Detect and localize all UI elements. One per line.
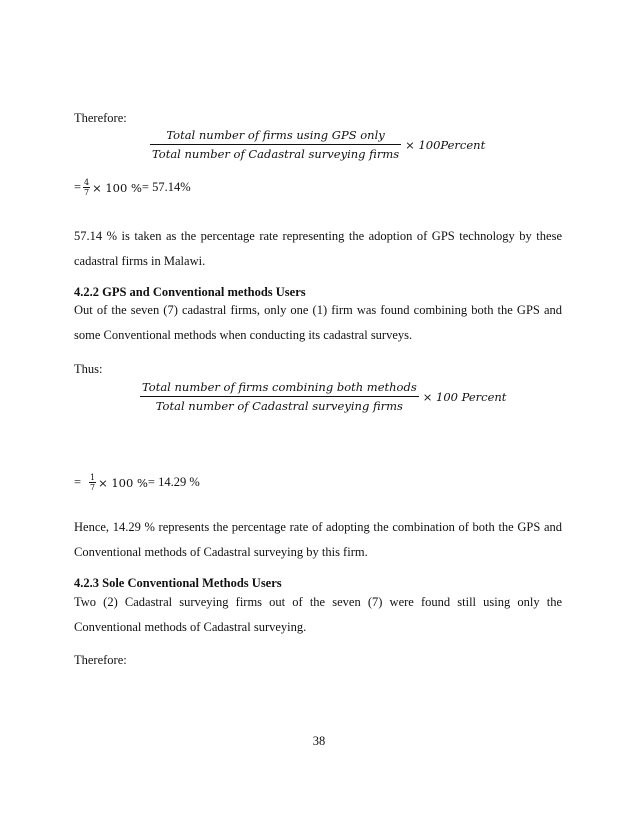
small-fraction-numerator: 4	[84, 178, 90, 187]
thus-label: Thus:	[74, 362, 103, 376]
small-fraction-numerator: 1	[90, 473, 96, 482]
fraction-numerator: Total number of firms using GPS only	[166, 128, 385, 142]
fraction-denominator: Total number of Cadastral surveying firms	[155, 399, 403, 413]
result-line-1	[74, 178, 191, 197]
result-value: = 14.29 %	[147, 475, 200, 489]
therefore-label-1: Therefore:	[74, 111, 127, 125]
formula-multiplier: × 100Percent	[405, 137, 486, 152]
fraction-denominator: Total number of Cadastral surveying firms	[152, 147, 400, 161]
fraction-combined	[140, 380, 419, 413]
small-fraction-denominator: 7	[84, 188, 90, 197]
paragraph-combined-methods: Out of the seven (7) cadastral firms, only one (1) firm was found combining both the GPS and some Conventional methods when conducting its cadastral surveys.	[74, 303, 562, 342]
section-heading-4-2-3: 4.2.3 Sole Conventional Methods Users	[74, 576, 282, 590]
equals-sign: =	[74, 475, 82, 489]
paragraph-combined-rate: Hence, 14.29 % represents the percentage rate of adopting the combination of both the GPS and Conventional methods of Cadastral surveying by this firm.	[74, 520, 562, 559]
formula-multiplier: × 100 Percent	[422, 389, 507, 404]
fraction-gps-only	[150, 128, 401, 161]
page-number: 38	[312, 734, 326, 748]
paragraph-sole-conventional: Two (2) Cadastral surveying firms out of the seven (7) were found still using only the Conventional methods of Cadastral surveying.	[74, 595, 562, 634]
small-fraction-1-7	[89, 473, 96, 492]
small-fraction-4-7	[83, 178, 90, 197]
result-value: = 57.14%	[141, 180, 191, 194]
small-fraction-denominator: 7	[90, 483, 96, 492]
formula-gps-only	[150, 128, 485, 161]
equals-sign: =	[74, 180, 82, 194]
times-hundred: × 100 %	[92, 180, 142, 195]
section-heading-4-2-2: 4.2.2 GPS and Conventional methods Users	[74, 285, 306, 299]
formula-combined	[140, 380, 506, 413]
paragraph-gps-adoption: 57.14 % is taken as the percentage rate representing the adoption of GPS technology by these cadastral firms in Malawi.	[74, 229, 562, 268]
result-line-2	[74, 473, 200, 492]
times-hundred: × 100 %	[98, 475, 148, 490]
fraction-numerator: Total number of firms combining both methods	[142, 380, 417, 394]
therefore-label-2: Therefore:	[74, 653, 127, 667]
